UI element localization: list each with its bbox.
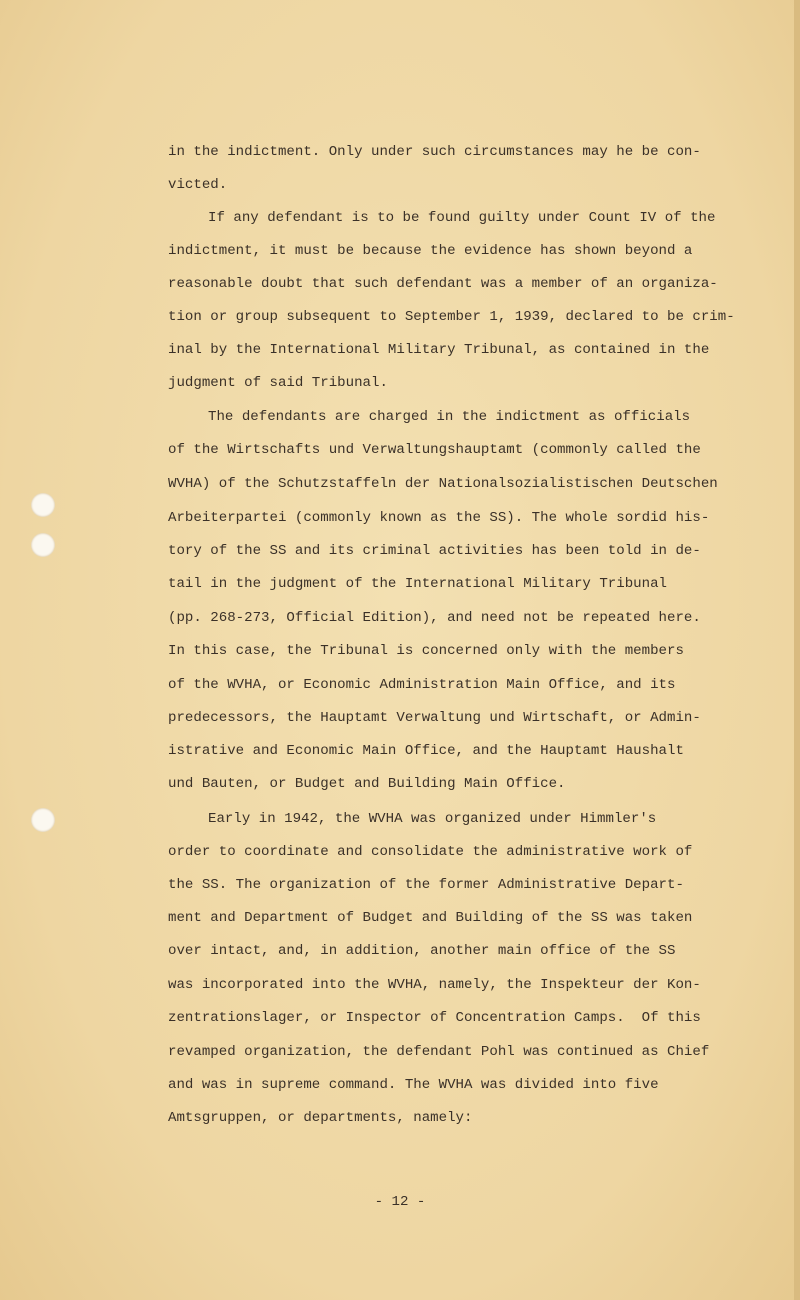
text-line: tory of the SS and its criminal activities has been told in de- [168, 543, 701, 559]
text-line: ment and Department of Budget and Building of the SS was taken [168, 910, 693, 926]
text-line: Amtsgruppen, or departments, namely: [168, 1110, 473, 1126]
text-line: reasonable doubt that such defendant was a member of an organiza- [168, 276, 718, 292]
text-line: in the indictment. Only under such circumstances may he be con- [168, 144, 701, 160]
text-line: (pp. 268-273, Official Edition), and need not be repeated here. [168, 610, 701, 626]
text-line: In this case, the Tribunal is concerned only with the members [168, 643, 684, 659]
paper-edge [794, 0, 800, 1300]
text-line: judgment of said Tribunal. [168, 375, 388, 391]
text-line: inal by the International Military Tribunal, as contained in the [168, 342, 710, 358]
text-line: The defendants are charged in the indictment as officials [208, 409, 691, 425]
text-line: indictment, it must be because the evidence has shown beyond a [168, 243, 693, 259]
text-line: of the WVHA, or Economic Administration Main Office, and its [168, 677, 676, 693]
page-number: - 12 - [374, 1194, 426, 1210]
punch-hole [31, 493, 55, 517]
text-line: Early in 1942, the WVHA was organized under Himmler's [208, 811, 657, 827]
text-line: order to coordinate and consolidate the administrative work of [168, 844, 693, 860]
text-line: istrative and Economic Main Office, and the Hauptamt Haushalt [168, 743, 684, 759]
text-line: und Bauten, or Budget and Building Main Office. [168, 776, 566, 792]
punch-hole [31, 808, 55, 832]
text-line: WVHA) of the Schutzstaffeln der Nationalsozialistischen Deutschen [168, 476, 718, 492]
text-line: zentrationslager, or Inspector of Concentration Camps. Of this [168, 1010, 701, 1026]
text-line: victed. [168, 177, 228, 193]
punch-hole [31, 533, 55, 557]
text-line: of the Wirtschafts und Verwaltungshauptamt (commonly called the [168, 442, 701, 458]
text-line: tion or group subsequent to September 1, 1939, declared to be crim- [168, 309, 735, 325]
text-line: the SS. The organization of the former Administrative Depart- [168, 877, 684, 893]
text-line: tail in the judgment of the International Military Tribunal [168, 576, 667, 592]
text-line: and was in supreme command. The WVHA was divided into five [168, 1077, 659, 1093]
text-line: Arbeiterpartei (commonly known as the SS). The whole sordid his- [168, 510, 710, 526]
text-line: revamped organization, the defendant Pohl was continued as Chief [168, 1044, 710, 1060]
text-line: was incorporated into the WVHA, namely, the Inspekteur der Kon- [168, 977, 701, 993]
text-line: predecessors, the Hauptamt Verwaltung und Wirtschaft, or Admin- [168, 710, 701, 726]
text-line: over intact, and, in addition, another main office of the SS [168, 943, 676, 959]
text-line: If any defendant is to be found guilty under Count IV of the [208, 210, 716, 226]
